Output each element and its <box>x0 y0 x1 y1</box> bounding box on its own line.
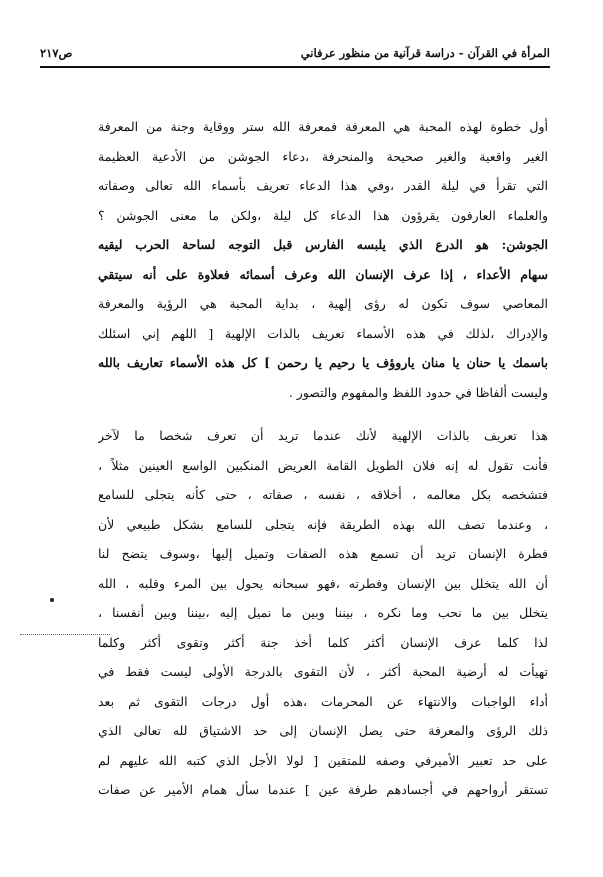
text-line: أول خطوة لهذه المحبة هي المعرفة فمعرفة الله ستر ووقاية وجنة من المعرفة <box>98 119 548 134</box>
text-line: تهيأت له أرضية المحبة أكثر ، لأن التقوى بالدرجة الأولى ليست فقط في <box>98 664 548 679</box>
text-line: هذا تعريف بالذات الإلهية لأنك عندما تريد أن تعرف شخصا ما لآخر <box>98 428 548 443</box>
text-line: لذا كلما عرف الإنسان أكثر كلما أخذ جنة أكثر وتقوى أكثر وكلما <box>98 634 548 650</box>
text-line: يتخلل بين ما نحب وما نكره ، بيننا وبين ما نميل إليه ،بيننا وبين أنفسنا ، <box>98 605 548 620</box>
text-line: فأنت تقول له إنه فلان الطويل القامة العريض المنكبين الواسع العينين مثلاً ، <box>98 457 548 473</box>
text-line: فطرة الإنسان تريد أن تسمع هذه الصفات وتميل إليها ،وسوف يتضح لنا <box>98 546 548 561</box>
text-line: الجوشن: هو الدرع الذي يلبسه الفارس قبل التوجه لساحة الحرب ليقيه <box>98 237 548 252</box>
text-line: المعاصي سوف تكون له رؤى إلهية ، بداية المحبة هي الرؤية والمعرفة <box>98 296 548 311</box>
body-text <box>98 112 548 805</box>
text-line: باسمك يا حنان يا منان ياروؤف يا رحيم يا رحمن ] كل هذه الأسماء تعاريف بالله <box>98 355 548 370</box>
scan-artifact <box>20 634 110 635</box>
text-line: على حد تعبير الأميرفي وصفه للمتقين [ لولا الأجل الذي كتبه الله عليهم لم <box>98 752 548 768</box>
header-rule <box>40 66 550 68</box>
text-line: التي تقرأ في ليلة القدر ،وفي هذا الدعاء تعريف بأسماء الله تعالى وصفاته <box>98 178 548 193</box>
text-line: وليست ألفاظا في حدود اللفظ والمفهوم والتصور . <box>288 384 548 400</box>
text-line: والعلماء العارفون يقرؤون هذا الدعاء كل ليلة ،ولكن ما معنى الجوشن ؟ <box>98 207 548 223</box>
running-header <box>40 42 550 64</box>
text-line: والإدراك ،لذلك في هذه الأسماء تعريف بالذات الإلهية [ اللهم إني اسئلك <box>98 325 548 341</box>
text-line: تستقر أرواحهم في أجسادهم طرفة عين ] عندما سأل همام الأمير عن صفات <box>98 782 548 797</box>
book-title: المرأة في القرآن - دراسة قرآنية من منظور عرفاني <box>300 46 550 60</box>
text-line: أن الله يتخلل بين الإنسان وفطرته ،فهو سبحانه يحول بين المرء وقلبه ، الله <box>98 575 548 591</box>
text-line: ، وعندما تصف الله بهذه الطريقة فإنه يتجلى للسامع بشكل طبيعي لأن <box>98 516 548 532</box>
text-line: فتشخصه بكل معالمه ، أخلاقه ، نفسه ، صفاته ، حتى كأنه يتجلى للسامع <box>98 487 548 502</box>
scan-speck <box>50 598 54 602</box>
text-line: أداء الواجبات والانتهاء عن المحرمات ،هذه أول درجات التقوى ثم بعد <box>98 693 548 709</box>
text-line: سهام الأعداء ، إذا عرف الإنسان الله وعرف أسمائه فعلاوة على أنه سيتقي <box>98 266 548 282</box>
page-number: ص٢١٧ <box>40 46 73 60</box>
text-line: ذلك الرؤى والمعرفة حتى يصل الإنسان إلى حد الاشتياق لله تعالى الذي <box>98 723 548 738</box>
text-line: الغير واقعية والغير صحيحة والمنحرفة ،دعاء الجوشن من الأدعية العظيمة <box>98 148 548 164</box>
